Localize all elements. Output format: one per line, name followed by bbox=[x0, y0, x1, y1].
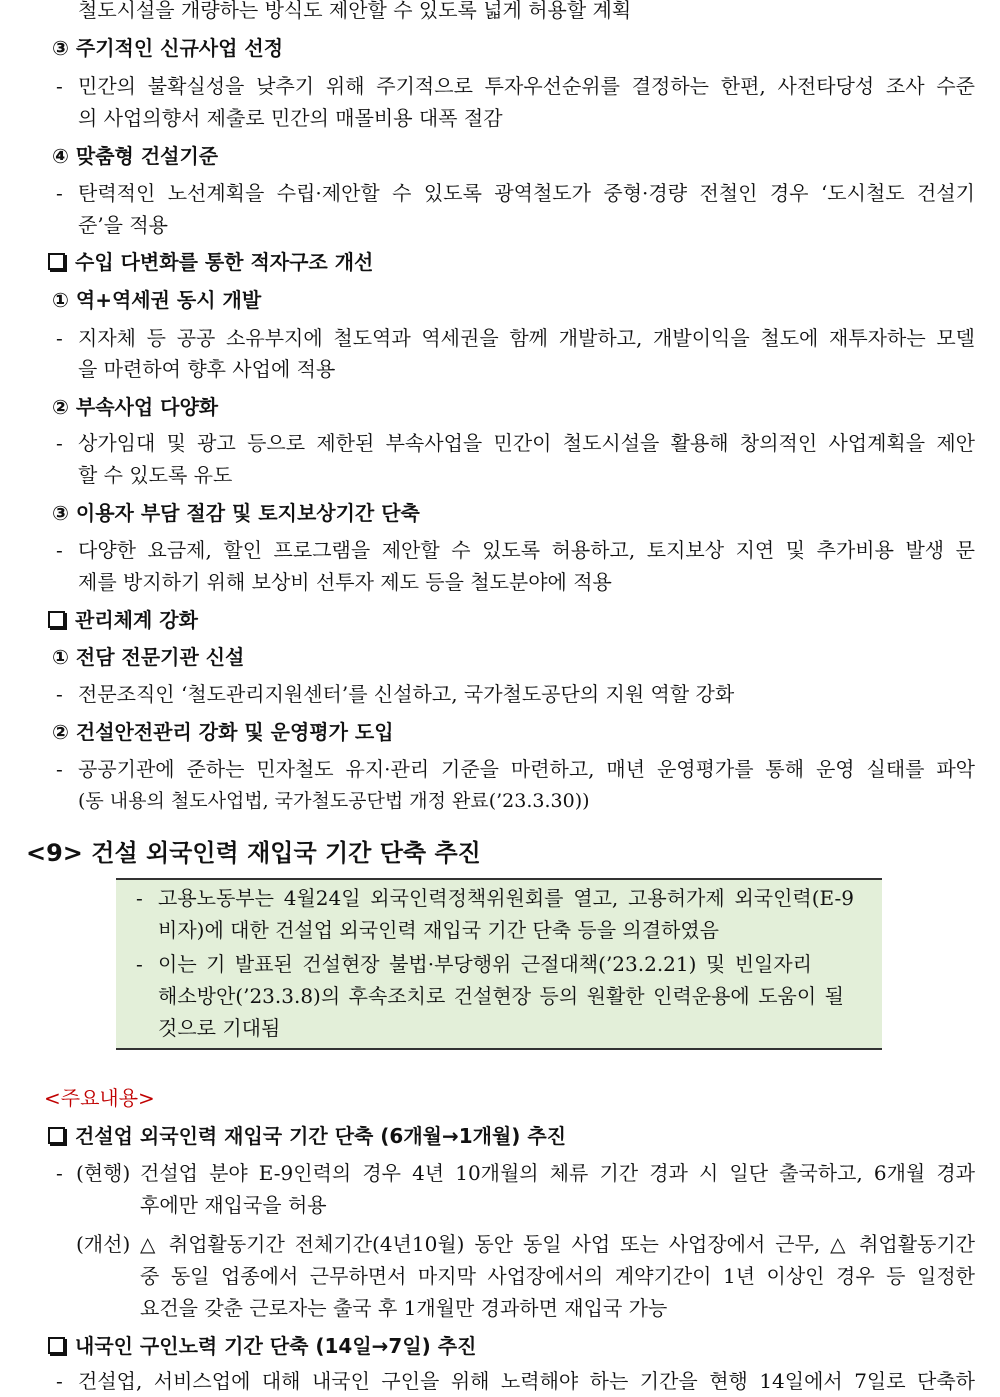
dash: - bbox=[56, 1369, 63, 1393]
text-line: 상가임대 및 광고 등으로 제한된 부속사업을 민간이 철도시설을 활용해 창의적인 사업계획을 제안 bbox=[78, 431, 975, 455]
checkbox-square-icon bbox=[48, 611, 65, 628]
dash: - bbox=[136, 886, 143, 910]
text-line: 중 동일 업종에서 근무하면서 마지막 사업장에서의 계약기간이 1년 이상인 경우 등 일정한 bbox=[140, 1264, 975, 1288]
section-heading: 건설업 외국인력 재입국 기간 단축 (6개월→1개월) 추진 bbox=[48, 1120, 566, 1152]
section-heading: 관리체계 강화 bbox=[48, 604, 198, 636]
summary-box bbox=[116, 878, 882, 1050]
text-line: 후에만 재입국을 허용 bbox=[140, 1193, 327, 1217]
text-line: 지자체 등 공공 소유부지에 철도역과 역세권을 함께 개발하고, 개발이익을 철도에 재투자하는 모델 bbox=[78, 326, 975, 350]
dash: - bbox=[56, 1161, 63, 1185]
section-heading: 내국인 구인노력 기간 단축 (14일→7일) 추진 bbox=[48, 1330, 476, 1362]
text-line: 요건을 갖춘 근로자는 출국 후 1개월만 경과하면 재입국 가능 bbox=[140, 1296, 668, 1320]
subheading: ① 역+역세권 동시 개발 bbox=[52, 288, 262, 312]
text-line: (동 내용의 철도사업법, 국가철도공단법 개정 완료(’23.3.30)) bbox=[78, 790, 590, 812]
dash: - bbox=[56, 682, 63, 706]
dash: - bbox=[56, 757, 63, 781]
text-line: 건설업, 서비스업에 대해 내국인 구인을 위해 노력해야 하는 기간을 현행 14일에서 7일로 단축하 bbox=[78, 1369, 975, 1393]
text-line: 제를 방지하기 위해 보상비 선투자 제도 등을 철도분야에 적용 bbox=[78, 570, 612, 594]
dash: - bbox=[56, 431, 63, 455]
text-line: 공공기관에 준하는 민자철도 유지·관리 기준을 마련하고, 매년 운영평가를 통해 운영 실태를 파악 bbox=[78, 757, 975, 781]
dash: - bbox=[56, 538, 63, 562]
text-line: 철도시설을 개량하는 방식도 제안할 수 있도록 넓게 허용할 계획 bbox=[78, 0, 632, 22]
text-line: △ 취업활동기간 전체기간(4년10월) 동안 동일 사업 또는 사업장에서 근무, △ 취업활동기간 bbox=[140, 1232, 975, 1256]
dash: - bbox=[56, 326, 63, 350]
text-line: 할 수 있도록 유도 bbox=[78, 463, 233, 487]
checkbox-square-icon bbox=[48, 1337, 65, 1354]
checkbox-square-icon bbox=[48, 1127, 65, 1144]
checkbox-square-icon bbox=[48, 253, 65, 270]
text-line: 준’을 적용 bbox=[78, 213, 168, 237]
key-content-label: <주요내용> bbox=[44, 1086, 155, 1110]
text-line: 탄력적인 노선계획을 수립·제안할 수 있도록 광역철도가 중형·경량 전철인 경우 ‘도시철도 건설기 bbox=[78, 181, 975, 205]
text-line: 해소방안(’23.3.8)의 후속조치로 건설현장 등의 원활한 인력운용에 도움이 될 bbox=[158, 984, 844, 1008]
text-line: 비자)에 대한 건설업 외국인력 재입국 기간 단축 등을 의결하였음 bbox=[158, 918, 719, 942]
subheading: ③ 이용자 부담 절감 및 토지보상기간 단축 bbox=[52, 501, 420, 525]
text-line: 전문조직인 ‘철도관리지원센터’를 신설하고, 국가철도공단의 지원 역할 강화 bbox=[78, 682, 735, 706]
subheading: ④ 맞춤형 건설기준 bbox=[52, 144, 219, 168]
section-heading: 수입 다변화를 통한 적자구조 개선 bbox=[48, 246, 373, 278]
label-improved: (개선) bbox=[76, 1232, 131, 1256]
subheading: ② 건설안전관리 강화 및 운영평가 도입 bbox=[52, 720, 394, 744]
text-line: 건설업 분야 E-9인력의 경우 4년 10개월의 체류 기간 경과 시 일단 출국하고, 6개월 경과 bbox=[140, 1161, 975, 1185]
text-line: 의 사업의향서 제출로 민간의 매몰비용 대폭 절감 bbox=[78, 106, 503, 130]
dash: - bbox=[56, 181, 63, 205]
dash: - bbox=[136, 952, 143, 976]
subheading: ① 전담 전문기관 신설 bbox=[52, 645, 245, 669]
text-line: 다양한 요금제, 할인 프로그램을 제안할 수 있도록 허용하고, 토지보상 지연 및 추가비용 발생 문 bbox=[78, 538, 975, 562]
text-line: 민간의 불확실성을 낮추기 위해 주기적으로 투자우선순위를 결정하는 한편, 사전타당성 조사 수준 bbox=[78, 74, 975, 98]
text-line: 을 마련하여 향후 사업에 적용 bbox=[78, 357, 336, 381]
dash: - bbox=[56, 74, 63, 98]
subheading: ② 부속사업 다양화 bbox=[52, 395, 219, 419]
text-line: 것으로 기대됨 bbox=[158, 1016, 281, 1040]
label-current: (현행) bbox=[76, 1161, 131, 1185]
section-title: <9> 건설 외국인력 재입국 기간 단축 추진 bbox=[26, 839, 481, 867]
subheading: ③ 주기적인 신규사업 선정 bbox=[52, 36, 284, 60]
text-line: 고용노동부는 4월24일 외국인력정책위원회를 열고, 고용허가제 외국인력(E-9 bbox=[158, 886, 854, 910]
text-line: 이는 기 발표된 건설현장 불법·부당행위 근절대책(’23.2.21) 및 빈일자리 bbox=[158, 952, 812, 976]
